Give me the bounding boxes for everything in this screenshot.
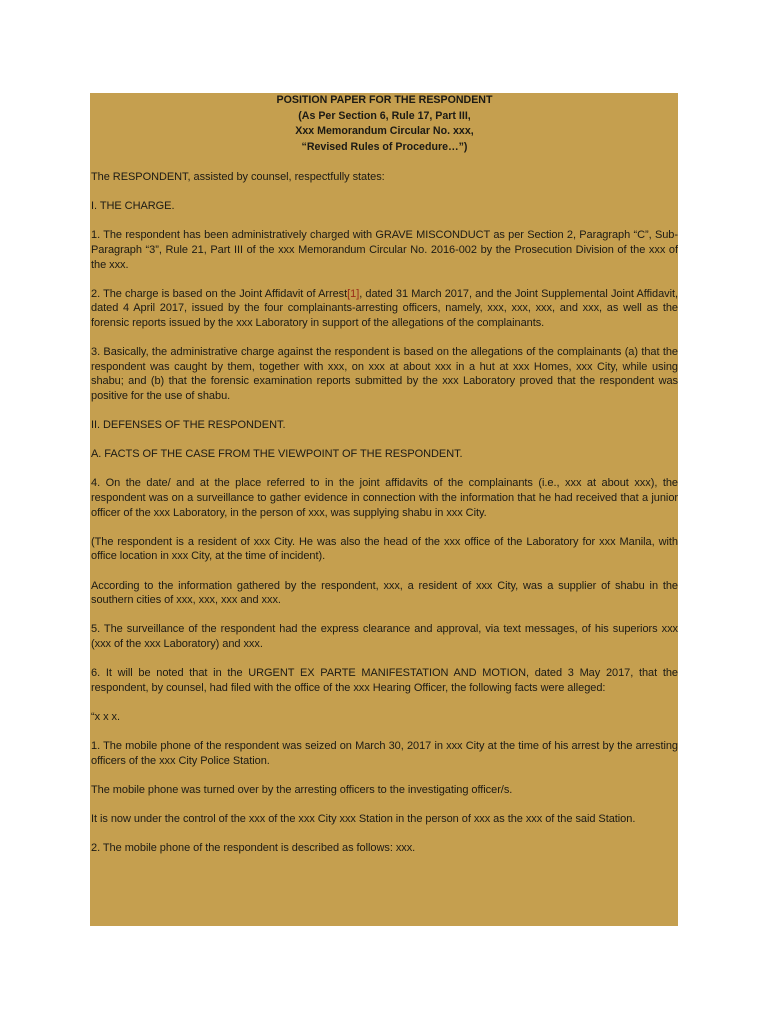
section-title-charge: I. THE CHARGE.	[91, 200, 175, 213]
heading-title: POSITION PAPER FOR THE RESPONDENT	[276, 94, 493, 106]
paragraph-2-text: , dated 31 March 2017, and the Joint Supplemental Joint Affidavit, dated 4 April 2017, issued by the four complainants-arresting officers, namely, xxx, xxx, xxx, and xxx, as well as the forensic reports issued by the xxx Laboratory in support of the allegations of the complainants.	[91, 287, 678, 329]
heading-subtitle-line: Xxx Memorandum Circular No. xxx,	[295, 125, 474, 138]
paragraph-4-info: According to the information gathered by the respondent, xxx, a resident of xxx City, was a supplier of shabu in the southern cities of xxx, xxx, xxx and xxx.	[91, 579, 678, 607]
intro-paragraph: The RESPONDENT, assisted by counsel, respectfully states:	[91, 170, 385, 183]
heading-subtitle-line: “Revised Rules of Procedure…”)	[301, 140, 468, 153]
quote-open: “x x x.	[91, 710, 120, 723]
paragraph-6: 6. It will be noted that in the URGENT EX PARTE MANIFESTATION AND MOTION, dated 3 May 2017, that the respondent, by counsel, had filed with the office of the xxx Hearing Officer, the following facts were alleged:	[91, 667, 678, 694]
paragraph-1: 1. The respondent has been administratively charged with GRAVE MISCONDUCT as per Section 2, Paragraph “C”, Sub-Paragraph “3”, Rule 21, Part III of the xxx Memorandum Circular No. 2016-002 by the Prosecution Division of the xxx of the xxx.	[91, 229, 678, 271]
quote-item-1b: The mobile phone was turned over by the arresting officers to the investigating officer/s.	[91, 783, 513, 796]
paragraph-3: 3. Basically, the administrative charge against the respondent is based on the allegations of the complainants (a) that the respondent was caught by them, together with xxx, on xxx at about xxx in a hut at xxx Homes, xxx City, while using shabu; and (b) that the forensic examination reports submitted by the xxx Laboratory proved that the respondent was positive for the use of shabu.	[91, 346, 678, 402]
quote-item-1c: It is now under the control of the xxx of the xxx City xxx Station in the person of xxx as the xxx of the said Station.	[91, 813, 636, 826]
paragraph-4-note: (The respondent is a resident of xxx City. He was also the head of the xxx office of the Laboratory for xxx Manila, with office location in xxx City, at the time of incident).	[91, 535, 678, 563]
paragraph-2-text: 2. The charge is based on the Joint Affidavit of Arrest	[91, 287, 348, 300]
subsection-title-facts: A. FACTS OF THE CASE FROM THE VIEWPOINT OF THE RESPONDENT.	[91, 448, 463, 461]
quote-item-1: 1. The mobile phone of the respondent was seized on March 30, 2017 in xxx City at the time of his arrest by the arresting officers of the xxx City Police Station.	[91, 740, 678, 767]
document-text-block	[90, 93, 678, 926]
section-title-defenses: II. DEFENSES OF THE RESPONDENT.	[91, 419, 286, 432]
quote-item-2: 2. The mobile phone of the respondent is described as follows: xxx.	[91, 842, 416, 855]
paragraph-4: 4. On the date/ and at the place referred to in the joint affidavits of the complainants (i.e., xxx at about xxx), the respondent was on a surveillance to gather evidence in connection with the information that he had received that a junior officer of the xxx Laboratory, in the person of xxx, was supplying shabu in xxx City.	[91, 477, 678, 519]
footnote-link[interactable]: [1]	[347, 287, 360, 300]
paragraph-2	[91, 287, 678, 331]
heading-subtitle-line: (As Per Section 6, Rule 17, Part III,	[298, 109, 471, 122]
paragraph-5: 5. The surveillance of the respondent had the express clearance and approval, via text messages, of his superiors xxx (xxx of the xxx Laboratory) and xxx.	[91, 623, 678, 650]
document-heading	[106, 93, 664, 155]
